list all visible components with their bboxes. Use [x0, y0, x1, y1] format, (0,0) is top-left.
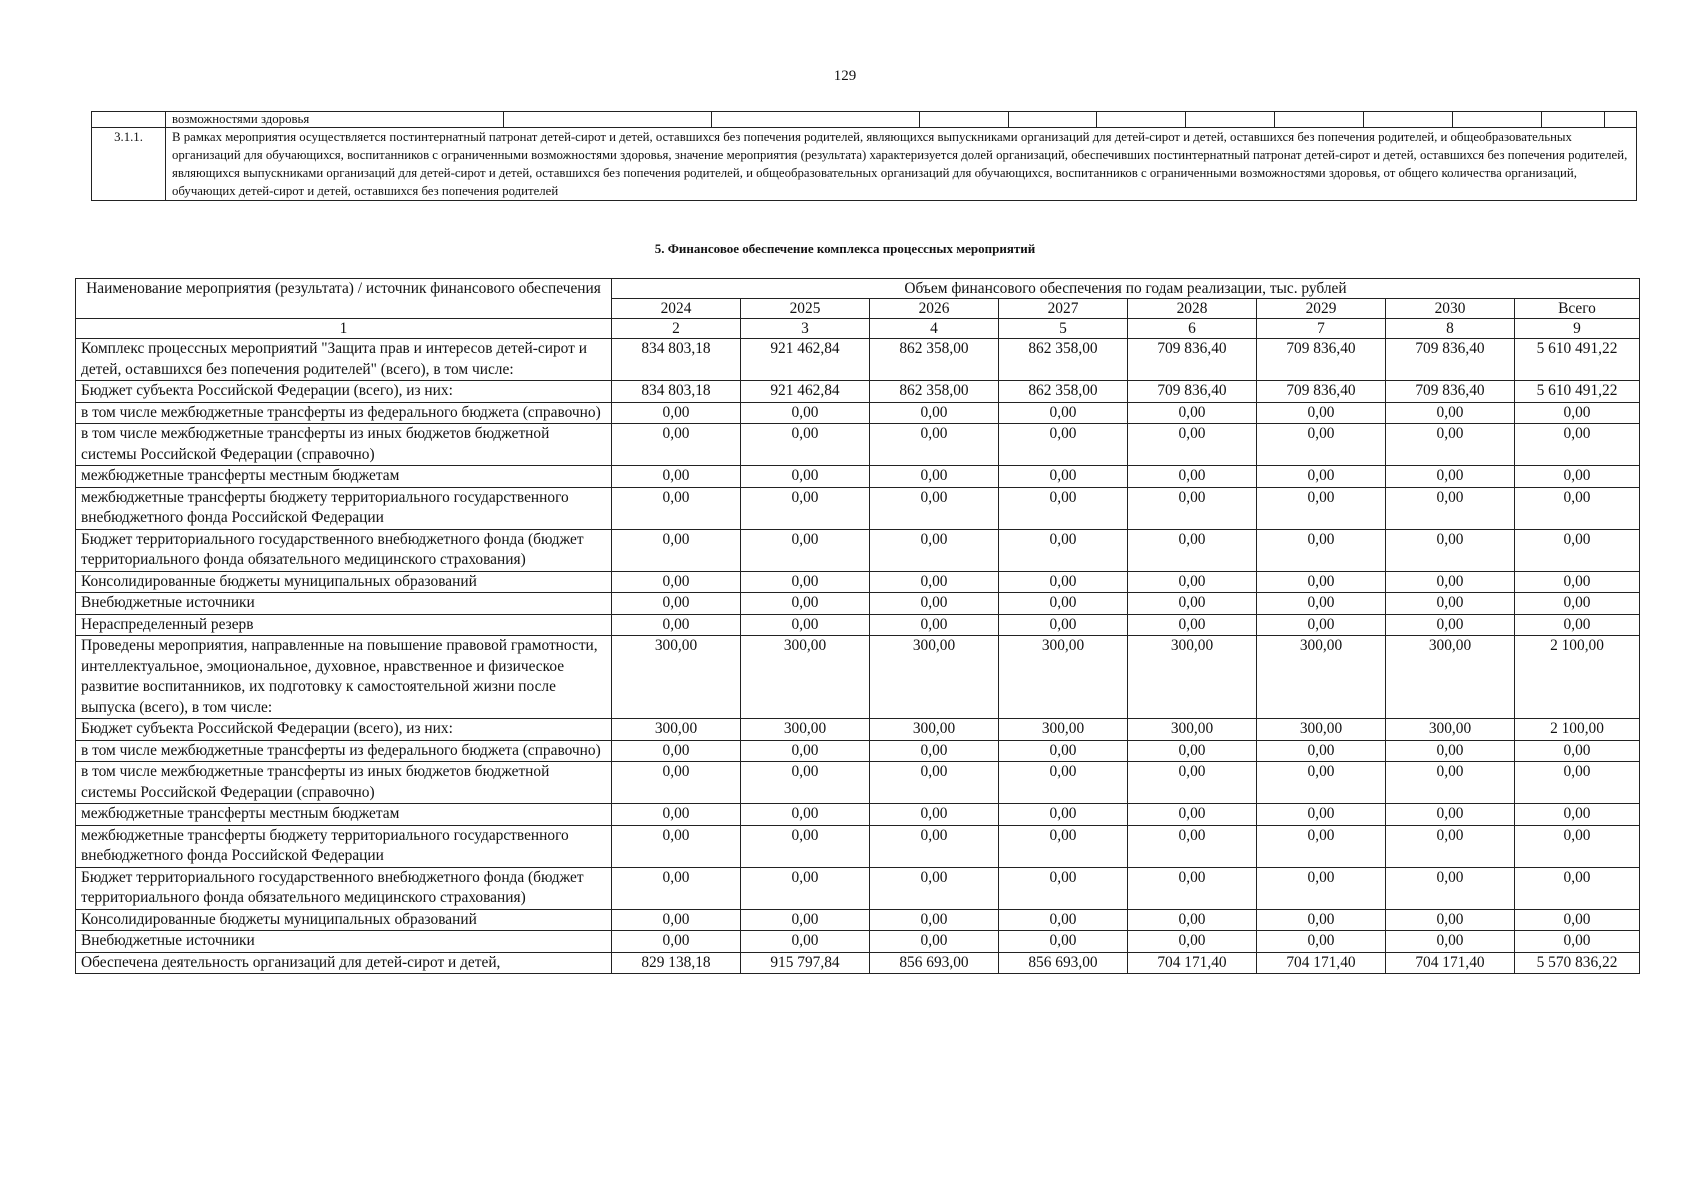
value-cell: 300,00	[612, 719, 741, 741]
column-number: 7	[1257, 319, 1386, 339]
table-row	[76, 719, 1640, 741]
column-number: 9	[1515, 319, 1640, 339]
value-cell: 0,00	[1386, 466, 1515, 488]
total-value-cell: 5 610 491,22	[1515, 381, 1640, 403]
value-cell: 709 836,40	[1128, 381, 1257, 403]
value-cell: 0,00	[870, 825, 999, 867]
total-value-cell: 0,00	[1515, 909, 1640, 931]
row-name: межбюджетные трансферты местным бюджетам	[76, 804, 612, 826]
value-cell: 834 803,18	[612, 381, 741, 403]
value-cell: 0,00	[1257, 593, 1386, 615]
row-name: в том числе межбюджетные трансферты из федерального бюджета (справочно)	[76, 402, 612, 424]
value-cell: 0,00	[1257, 804, 1386, 826]
row-description: В рамках мероприятия осуществляется постинтернатный патронат детей-сирот и детей, оставшихся без попечения родителей, являющихся выпускниками организаций для детей-сирот и детей, оставшихся без попечения родителей, и общеобразовательных организаций для обучающихся, воспитанников с ограниченными возможностями здоровья, значение мероприятия (результата) характеризуется долей организаций, обеспечивших постинтернатный патронат детей-сирот и детей, оставшихся без попечения родителей, являющихся выпускниками организаций для детей-сирот и детей, оставшихся без попечения родителей, и общеобразовательных организаций для обучающихся, воспитанников с ограниченными возможностями здоровья, от общего количества организаций, обучающих детей-сирот и детей, оставшихся без попечения родителей	[166, 128, 1637, 201]
value-cell: 0,00	[1386, 909, 1515, 931]
header-name-column: Наименование мероприятия (результата) / источник финансового обеспечения	[76, 279, 612, 319]
value-cell: 0,00	[999, 867, 1128, 909]
financing-table	[75, 278, 1640, 974]
value-cell: 0,00	[1128, 466, 1257, 488]
column-number: 8	[1386, 319, 1515, 339]
value-cell: 921 462,84	[741, 339, 870, 381]
total-value-cell: 0,00	[1515, 740, 1640, 762]
value-cell: 915 797,84	[741, 952, 870, 974]
value-cell: 300,00	[1128, 719, 1257, 741]
value-cell: 0,00	[870, 402, 999, 424]
value-cell: 0,00	[870, 740, 999, 762]
value-cell: 0,00	[1386, 931, 1515, 953]
value-cell: 0,00	[612, 825, 741, 867]
value-cell: 0,00	[612, 571, 741, 593]
row-name: Обеспечена деятельность организаций для детей-сирот и детей,	[76, 952, 612, 974]
row-name: Консолидированные бюджеты муниципальных образований	[76, 909, 612, 931]
value-cell: 0,00	[1128, 571, 1257, 593]
value-cell: 0,00	[741, 402, 870, 424]
value-cell: 0,00	[612, 867, 741, 909]
continuation-cell	[166, 112, 1637, 128]
column-number: 1	[76, 319, 612, 339]
column-number: 5	[999, 319, 1128, 339]
value-cell: 856 693,00	[999, 952, 1128, 974]
value-cell: 0,00	[870, 909, 999, 931]
row-name: Бюджет субъекта Российской Федерации (всего), из них:	[76, 719, 612, 741]
value-cell: 0,00	[1257, 931, 1386, 953]
value-cell: 0,00	[999, 487, 1128, 529]
value-cell: 862 358,00	[999, 381, 1128, 403]
row-name: межбюджетные трансферты бюджету территориального государственного внебюджетного фонда Российской Федерации	[76, 487, 612, 529]
total-value-cell: 0,00	[1515, 402, 1640, 424]
value-cell: 0,00	[1128, 867, 1257, 909]
value-cell: 0,00	[612, 804, 741, 826]
total-value-cell: 0,00	[1515, 593, 1640, 615]
column-number: 2	[612, 319, 741, 339]
value-cell: 0,00	[999, 931, 1128, 953]
value-cell: 0,00	[1257, 867, 1386, 909]
table-row	[76, 593, 1640, 615]
value-cell: 0,00	[1128, 614, 1257, 636]
row-name: Внебюджетные источники	[76, 931, 612, 953]
row-name: Комплекс процессных мероприятий "Защита прав и интересов детей-сирот и детей, оставшихся без попечения родителей" (всего), в том числе:	[76, 339, 612, 381]
value-cell: 0,00	[870, 571, 999, 593]
total-value-cell: 0,00	[1515, 529, 1640, 571]
value-cell: 0,00	[612, 529, 741, 571]
table-row	[76, 762, 1640, 804]
total-value-cell: 2 100,00	[1515, 636, 1640, 719]
header-row-numbers	[76, 319, 1640, 339]
page-number: 129	[833, 68, 857, 84]
value-cell: 0,00	[870, 529, 999, 571]
table-row	[76, 636, 1640, 719]
value-cell: 0,00	[1128, 487, 1257, 529]
total-value-cell: 0,00	[1515, 867, 1640, 909]
value-cell: 709 836,40	[1128, 339, 1257, 381]
header-year: 2028	[1128, 299, 1257, 319]
value-cell: 0,00	[870, 931, 999, 953]
value-cell: 0,00	[1386, 867, 1515, 909]
value-cell: 0,00	[870, 424, 999, 466]
table-row	[76, 487, 1640, 529]
value-cell: 0,00	[741, 740, 870, 762]
row-name: Бюджет субъекта Российской Федерации (всего), из них:	[76, 381, 612, 403]
table-row	[76, 466, 1640, 488]
value-cell: 0,00	[1386, 402, 1515, 424]
value-cell: 0,00	[999, 909, 1128, 931]
value-cell: 300,00	[1128, 636, 1257, 719]
total-value-cell: 0,00	[1515, 762, 1640, 804]
continuation-bar	[166, 112, 1636, 127]
value-cell: 0,00	[1257, 909, 1386, 931]
value-cell: 0,00	[612, 424, 741, 466]
value-cell: 709 836,40	[1257, 339, 1386, 381]
value-cell: 0,00	[1128, 825, 1257, 867]
value-cell: 0,00	[612, 466, 741, 488]
value-cell: 0,00	[999, 825, 1128, 867]
row-name: в том числе межбюджетные трансферты из федерального бюджета (справочно)	[76, 740, 612, 762]
header-year: 2029	[1257, 299, 1386, 319]
value-cell: 829 138,18	[612, 952, 741, 974]
total-value-cell: 5 610 491,22	[1515, 339, 1640, 381]
value-cell: 0,00	[1128, 740, 1257, 762]
value-cell: 0,00	[741, 909, 870, 931]
value-cell: 856 693,00	[870, 952, 999, 974]
value-cell: 0,00	[870, 867, 999, 909]
value-cell: 0,00	[1386, 614, 1515, 636]
table-row	[76, 804, 1640, 826]
value-cell: 0,00	[612, 740, 741, 762]
value-cell: 0,00	[612, 402, 741, 424]
value-cell: 704 171,40	[1386, 952, 1515, 974]
value-cell: 0,00	[1257, 466, 1386, 488]
value-cell: 0,00	[612, 909, 741, 931]
section-heading: 5. Финансовое обеспечение комплекса процессных мероприятий	[654, 241, 1036, 256]
value-cell: 300,00	[612, 636, 741, 719]
column-number: 3	[741, 319, 870, 339]
value-cell: 0,00	[1257, 740, 1386, 762]
table-row	[76, 529, 1640, 571]
value-cell: 0,00	[612, 487, 741, 529]
total-value-cell: 0,00	[1515, 571, 1640, 593]
value-cell: 0,00	[870, 804, 999, 826]
total-value-cell: 0,00	[1515, 614, 1640, 636]
value-cell: 0,00	[1386, 740, 1515, 762]
value-cell: 0,00	[999, 571, 1128, 593]
table-row	[76, 931, 1640, 953]
value-cell: 300,00	[1257, 636, 1386, 719]
value-cell: 834 803,18	[612, 339, 741, 381]
results-table-continuation	[91, 111, 1637, 201]
value-cell: 0,00	[1386, 487, 1515, 529]
value-cell: 862 358,00	[870, 339, 999, 381]
value-cell: 0,00	[1257, 762, 1386, 804]
column-number: 4	[870, 319, 999, 339]
table-row	[76, 952, 1640, 974]
row-name: Нераспределенный резерв	[76, 614, 612, 636]
value-cell: 0,00	[741, 804, 870, 826]
value-cell: 0,00	[741, 424, 870, 466]
value-cell: 0,00	[999, 529, 1128, 571]
value-cell: 0,00	[1257, 402, 1386, 424]
value-cell: 300,00	[870, 636, 999, 719]
value-cell: 0,00	[741, 762, 870, 804]
value-cell: 0,00	[741, 487, 870, 529]
value-cell: 709 836,40	[1386, 339, 1515, 381]
value-cell: 0,00	[741, 529, 870, 571]
header-group: Объем финансового обеспечения по годам реализации, тыс. рублей	[612, 279, 1640, 299]
total-value-cell: 0,00	[1515, 487, 1640, 529]
header-year: 2024	[612, 299, 741, 319]
row-name: межбюджетные трансферты бюджету территориального государственного внебюджетного фонда Российской Федерации	[76, 825, 612, 867]
table-row	[76, 571, 1640, 593]
total-value-cell: 0,00	[1515, 466, 1640, 488]
value-cell: 0,00	[999, 740, 1128, 762]
value-cell: 0,00	[1128, 593, 1257, 615]
value-cell: 0,00	[1128, 529, 1257, 571]
column-number: 6	[1128, 319, 1257, 339]
total-value-cell: 5 570 836,22	[1515, 952, 1640, 974]
table-row	[76, 909, 1640, 931]
value-cell: 300,00	[741, 636, 870, 719]
value-cell: 0,00	[999, 466, 1128, 488]
value-cell: 0,00	[741, 825, 870, 867]
value-cell: 300,00	[999, 636, 1128, 719]
value-cell: 0,00	[870, 487, 999, 529]
value-cell: 0,00	[612, 593, 741, 615]
value-cell: 0,00	[1257, 825, 1386, 867]
value-cell: 300,00	[1257, 719, 1386, 741]
value-cell: 0,00	[999, 593, 1128, 615]
value-cell: 0,00	[1386, 424, 1515, 466]
value-cell: 0,00	[1128, 804, 1257, 826]
value-cell: 0,00	[741, 571, 870, 593]
value-cell: 0,00	[612, 931, 741, 953]
header-total: Всего	[1515, 299, 1640, 319]
value-cell: 0,00	[1257, 529, 1386, 571]
value-cell: 0,00	[1257, 487, 1386, 529]
value-cell: 0,00	[1386, 529, 1515, 571]
row-name: Консолидированные бюджеты муниципальных образований	[76, 571, 612, 593]
header-row-1	[76, 279, 1640, 299]
value-cell: 0,00	[741, 466, 870, 488]
value-cell: 0,00	[741, 931, 870, 953]
value-cell: 709 836,40	[1386, 381, 1515, 403]
header-year: 2030	[1386, 299, 1515, 319]
total-value-cell: 0,00	[1515, 825, 1640, 867]
value-cell: 300,00	[1386, 636, 1515, 719]
value-cell: 0,00	[1257, 571, 1386, 593]
table-row	[76, 402, 1640, 424]
table-row	[76, 867, 1640, 909]
value-cell: 0,00	[1386, 804, 1515, 826]
value-cell: 0,00	[741, 614, 870, 636]
continuation-text: возможностями здоровья	[172, 112, 310, 126]
row-name: Бюджет территориального государственного внебюджетного фонда (бюджет территориального фонда обязательного медицинского страхования)	[76, 867, 612, 909]
table-row	[76, 740, 1640, 762]
value-cell: 300,00	[741, 719, 870, 741]
value-cell: 709 836,40	[1257, 381, 1386, 403]
total-value-cell: 0,00	[1515, 931, 1640, 953]
value-cell: 0,00	[741, 593, 870, 615]
value-cell: 0,00	[999, 402, 1128, 424]
value-cell: 704 171,40	[1257, 952, 1386, 974]
value-cell: 921 462,84	[741, 381, 870, 403]
value-cell: 300,00	[1386, 719, 1515, 741]
value-cell: 0,00	[741, 867, 870, 909]
row-name: в том числе межбюджетные трансферты из иных бюджетов бюджетной системы Российской Федерации (справочно)	[76, 424, 612, 466]
header-year: 2027	[999, 299, 1128, 319]
table-row	[76, 339, 1640, 381]
row-name: в том числе межбюджетные трансферты из иных бюджетов бюджетной системы Российской Федерации (справочно)	[76, 762, 612, 804]
financing-table-body	[76, 339, 1640, 974]
value-cell: 0,00	[1128, 931, 1257, 953]
value-cell: 0,00	[1386, 762, 1515, 804]
value-cell: 0,00	[999, 762, 1128, 804]
value-cell: 0,00	[1386, 571, 1515, 593]
value-cell: 0,00	[870, 466, 999, 488]
value-cell: 0,00	[999, 804, 1128, 826]
row-name: межбюджетные трансферты местным бюджетам	[76, 466, 612, 488]
row-number: 3.1.1.	[92, 128, 166, 201]
continuation-number-cell	[92, 112, 166, 128]
value-cell: 0,00	[999, 614, 1128, 636]
row-name: Внебюджетные источники	[76, 593, 612, 615]
total-value-cell: 0,00	[1515, 424, 1640, 466]
header-year: 2025	[741, 299, 870, 319]
value-cell: 0,00	[1128, 909, 1257, 931]
table-row	[76, 381, 1640, 403]
value-cell: 0,00	[1128, 762, 1257, 804]
value-cell: 0,00	[870, 614, 999, 636]
total-value-cell: 0,00	[1515, 804, 1640, 826]
value-cell: 0,00	[870, 762, 999, 804]
value-cell: 300,00	[870, 719, 999, 741]
total-value-cell: 2 100,00	[1515, 719, 1640, 741]
value-cell: 0,00	[612, 614, 741, 636]
value-cell: 0,00	[1386, 593, 1515, 615]
value-cell: 0,00	[870, 593, 999, 615]
table-row	[76, 424, 1640, 466]
value-cell: 862 358,00	[870, 381, 999, 403]
value-cell: 0,00	[999, 424, 1128, 466]
value-cell: 704 171,40	[1128, 952, 1257, 974]
row-name: Проведены мероприятия, направленные на повышение правовой грамотности, интеллектуальное, эмоциональное, духовное, нравственное и физическое развитие воспитанников, их подготовку к самостоятельной жизни после выпуска (всего), в том числе:	[76, 636, 612, 719]
table-row	[76, 825, 1640, 867]
value-cell: 0,00	[1128, 402, 1257, 424]
value-cell: 0,00	[612, 762, 741, 804]
value-cell: 0,00	[1257, 614, 1386, 636]
value-cell: 300,00	[999, 719, 1128, 741]
value-cell: 0,00	[1257, 424, 1386, 466]
row-name: Бюджет территориального государственного внебюджетного фонда (бюджет территориального фонда обязательного медицинского страхования)	[76, 529, 612, 571]
continuation-row	[92, 112, 1637, 128]
table-row	[92, 128, 1637, 201]
table-row	[76, 614, 1640, 636]
header-year: 2026	[870, 299, 999, 319]
value-cell: 0,00	[1386, 825, 1515, 867]
value-cell: 862 358,00	[999, 339, 1128, 381]
value-cell: 0,00	[1128, 424, 1257, 466]
